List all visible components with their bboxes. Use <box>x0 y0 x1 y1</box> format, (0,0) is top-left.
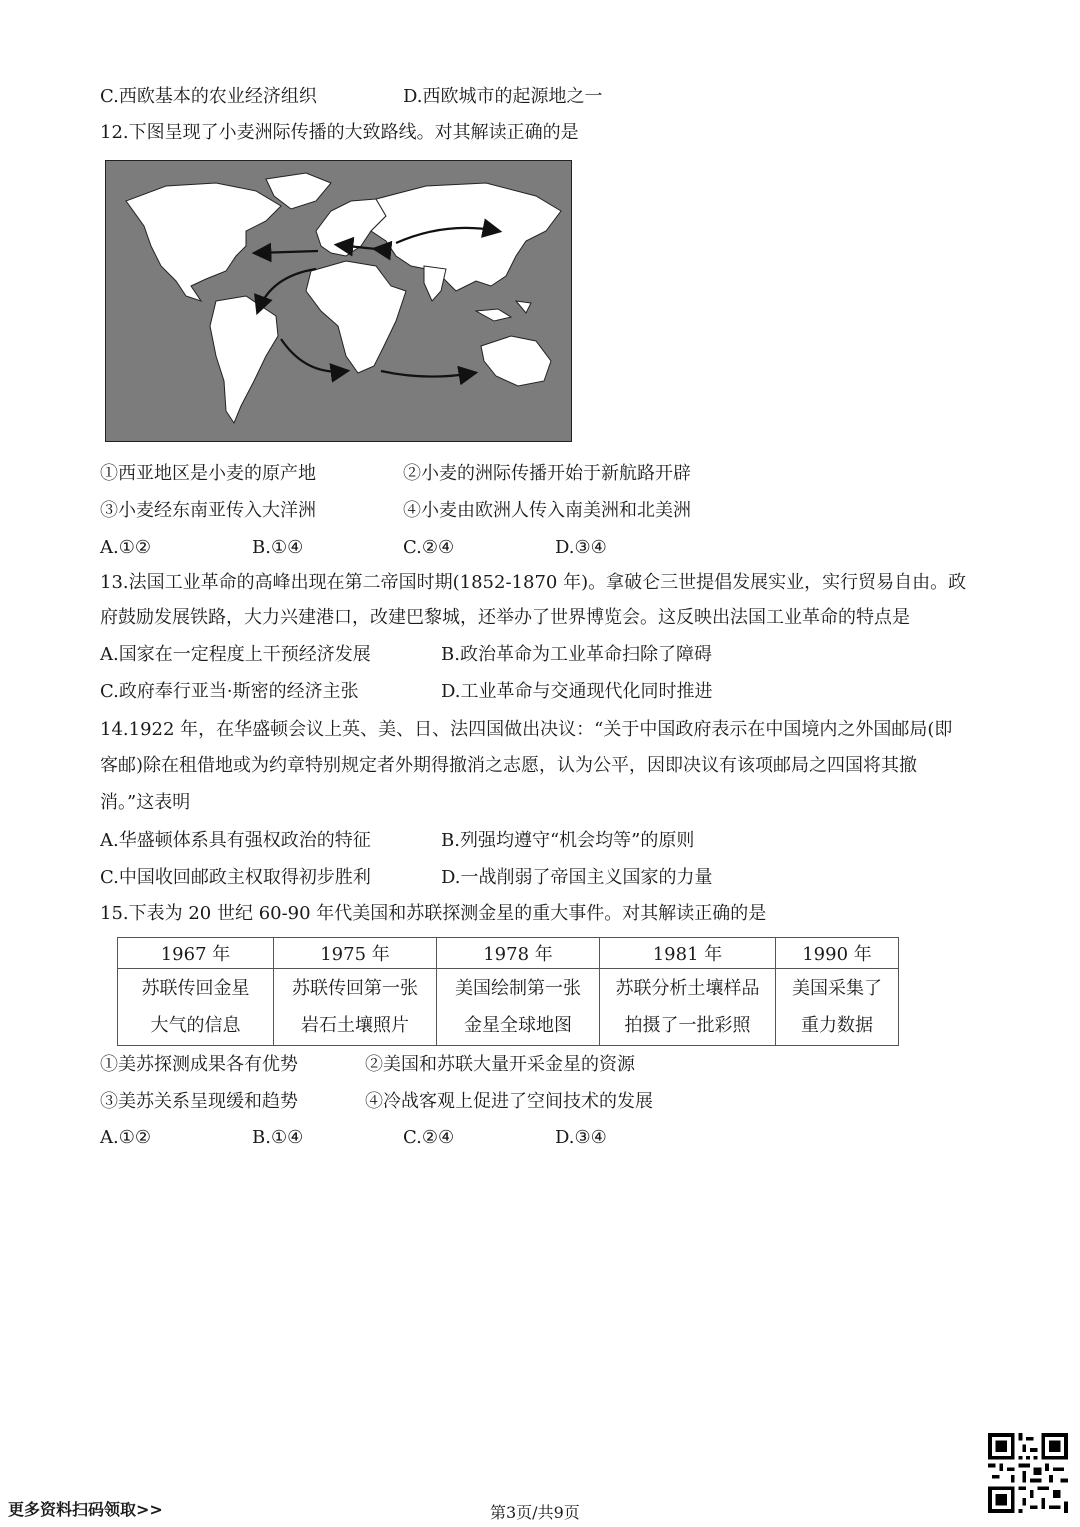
table-event-cell <box>776 969 899 1046</box>
event-text-line: 拍摄了一批彩照 <box>624 1015 751 1036</box>
event-text-line: 美国采集了 <box>792 978 882 999</box>
event-text-line: 金星全球地图 <box>464 1015 572 1036</box>
q14-option-c[interactable]: C.中国收回邮政主权取得初步胜利 <box>100 867 371 888</box>
q14-stem-line-2: 客邮)除在租借地或为约章特别规定者外期得撤消之志愿，认为公平，因即决议有该项邮局之四国将其撤 <box>100 755 918 776</box>
footer-scan-link[interactable]: 更多资料扫码领取>> <box>8 1500 163 1519</box>
q12-stem: 12.下图呈现了小麦洲际传播的大致路线。对其解读正确的是 <box>100 122 579 143</box>
q14-stem-line-1: 14.1922 年，在华盛顿会议上英、美、日、法四国做出决议：“关于中国政府表示在中国境内之外国邮局(即 <box>100 719 953 740</box>
q13-option-d[interactable]: D.工业革命与交通现代化同时推进 <box>441 681 713 702</box>
q12-statement-3: ③小麦经东南亚传入大洋洲 <box>100 500 316 521</box>
q14-option-a[interactable]: A.华盛顿体系具有强权政治的特征 <box>100 830 371 851</box>
table-header-row <box>118 938 899 969</box>
q13-stem-line-1: 13.法国工业革命的高峰出现在第二帝国时期(1852-1870 年)。拿破仑三世提倡发展实业，实行贸易自由。政 <box>100 572 967 593</box>
table-year-cell: 1975 年 <box>274 938 437 969</box>
q14-option-d[interactable]: D.一战削弱了帝国主义国家的力量 <box>441 867 713 888</box>
arrow-south-america-to-africa <box>281 339 346 372</box>
q12-option-c[interactable]: C.②④ <box>403 537 455 558</box>
table-year-cell: 1990 年 <box>776 938 899 969</box>
q15-statement-2: ②美国和苏联大量开采金星的资源 <box>365 1054 635 1075</box>
venus-events-table <box>117 937 899 1046</box>
table-year-cell: 1967 年 <box>118 938 274 969</box>
table-events-row <box>118 969 899 1046</box>
q13-option-a[interactable]: A.国家在一定程度上干预经济发展 <box>100 644 371 665</box>
q13-stem-line-2: 府鼓励发展铁路，大力兴建港口，改建巴黎城，还举办了世界博览会。这反映出法国工业革命的特点是 <box>100 607 910 628</box>
south-america <box>210 296 278 423</box>
event-text-line: 大气的信息 <box>150 1015 241 1036</box>
q14-option-b[interactable]: B.列强均遵守“机会均等”的原则 <box>441 830 695 851</box>
arrow-europe-to-north-america <box>256 251 318 253</box>
q15-statement-4: ④冷战客观上促进了空间技术的发展 <box>365 1091 653 1112</box>
table-year-cell: 1978 年 <box>437 938 600 969</box>
q12-option-b[interactable]: B.①④ <box>252 537 304 558</box>
table-event-cell <box>118 969 274 1046</box>
table-year-cell: 1981 年 <box>600 938 776 969</box>
q12-statement-4: ④小麦由欧洲人传入南美洲和北美洲 <box>403 500 691 521</box>
q15-option-b[interactable]: B.①④ <box>252 1127 304 1148</box>
table-event-cell <box>274 969 437 1046</box>
q11-option-d: D.西欧城市的起源地之一 <box>403 86 603 107</box>
q12-statement-1: ①西亚地区是小麦的原产地 <box>100 463 316 484</box>
event-text-line: 美国绘制第一张 <box>455 978 581 999</box>
q15-option-d[interactable]: D.③④ <box>555 1127 607 1148</box>
wheat-spread-map <box>105 160 572 442</box>
arrow-africa-to-australia <box>381 371 474 377</box>
q14-stem-line-3: 消。”这表明 <box>100 792 191 813</box>
q13-option-c[interactable]: C.政府奉行亚当·斯密的经济主张 <box>100 681 359 702</box>
event-text-line: 苏联传回金星 <box>141 978 250 999</box>
page-number: 第3页/共9页 <box>490 1503 580 1522</box>
q15-stem: 15.下表为 20 世纪 60-90 年代美国和苏联探测金星的重大事件。对其解读正确的是 <box>100 903 767 924</box>
asia <box>371 183 561 291</box>
q12-option-d[interactable]: D.③④ <box>555 537 607 558</box>
event-text-line: 岩石土壤照片 <box>301 1015 409 1036</box>
africa <box>306 261 406 373</box>
event-text-line: 苏联传回第一张 <box>292 978 418 999</box>
q15-option-a[interactable]: A.①② <box>100 1127 151 1148</box>
q15-statement-1: ①美苏探测成果各有优势 <box>100 1054 298 1075</box>
q15-statement-3: ③美苏关系呈现缓和趋势 <box>100 1091 298 1112</box>
table-event-cell <box>437 969 600 1046</box>
north-america <box>126 183 281 301</box>
india <box>424 266 446 301</box>
qr-code-icon[interactable] <box>988 1433 1068 1513</box>
event-text-line: 苏联分析土壤样品 <box>615 978 760 999</box>
table-event-cell <box>600 969 776 1046</box>
event-text-line: 重力数据 <box>801 1015 873 1036</box>
q13-option-b[interactable]: B.政治革命为工业革命扫除了障碍 <box>441 644 712 665</box>
southeast-asia-islands <box>476 301 531 321</box>
q11-option-c: C.西欧基本的农业经济组织 <box>100 86 317 107</box>
q12-statement-2: ②小麦的洲际传播开始于新航路开辟 <box>403 463 691 484</box>
world-map-graphic <box>106 161 570 440</box>
q12-option-a[interactable]: A.①② <box>100 537 151 558</box>
q15-option-c[interactable]: C.②④ <box>403 1127 455 1148</box>
australia <box>481 336 551 386</box>
